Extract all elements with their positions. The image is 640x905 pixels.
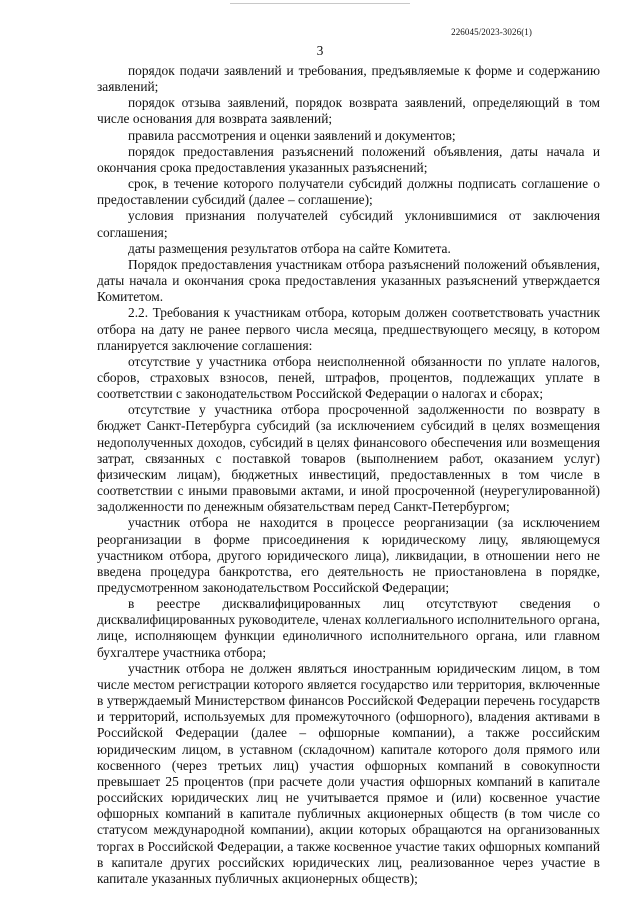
paragraph: условия признания получателей субсидий уклонившимися от заключения соглашения;: [97, 208, 600, 240]
paragraph: отсутствие у участника отбора просроченной задолженности по возврату в бюджет Санкт-Петербурга субсидий (за исключением субсидий в целях возмещения недополученных доходов, субсидий в целях финансового обеспечения или возмещения затрат, связанных с поставкой товаров (выполнением работ, оказанием услуг) физическим лицам), бюджетных инвестиций, предоставленных в том числе в соответствии с иными правовыми актами, и иной просроченной (неурегулированной) задолженности по денежным обязательствам перед Санкт-Петербургом;: [97, 402, 600, 515]
paragraph: участник отбора не должен являться иностранным юридическим лицом, в том числе местом регистрации которого является государство или территория, включенные в утверждаемый Министерством финансов Российской Федерации перечень государств и территорий, используемых для промежуточного (офшорного), владения активами в Российской Федерации (далее – офшорные компании), а также российским юридическим лицом, в уставном (складочном) капитале которого доля прямого или косвенного (через третьих лиц) участия офшорных компаний в совокупности превышает 25 процентов (при расчете доли участия офшорных компаний в капитале российских юридических лиц не учитывается прямое и (или) косвенное участие офшорных компаний в капитале публичных акционерных обществ (в том числе со статусом международной компании), акции которых обращаются на организованных торгах в Российской Федерации, а также косвенное участие таких офшорных компаний в капитале других российских юридических лиц, реализованное через участие в капитале указанных публичных акционерных обществ);: [97, 660, 600, 886]
paragraph: правила рассмотрения и оценки заявлений и документов;: [128, 127, 456, 143]
top-divider: [230, 3, 410, 4]
paragraph: отсутствие у участника отбора неисполненной обязанности по уплате налогов, сборов, страховых взносов, пеней, штрафов, процентов, подлежащих уплате в соответствии с законодательством Российской Федерации о налогах и сборах;: [97, 353, 600, 402]
paragraph: порядок предоставления разъяснений положений объявления, даты начала и окончания срока предоставления указанных разъяснений;: [97, 143, 600, 175]
paragraph: порядок отзыва заявлений, порядок возврата заявлений, определяющий в том числе основания для возврата заявлений;: [97, 95, 600, 127]
document-body: [97, 63, 600, 887]
paragraph: порядок подачи заявлений и требования, предъявляемые к форме и содержанию заявлений;: [97, 63, 600, 95]
page-number: 3: [316, 43, 324, 58]
section-heading-paragraph: 2.2. Требования к участникам отбора, которым должен соответствовать участник отбора на дату не ранее первого числа месяца, предшествующего месяцу, в котором планируется заключение соглашения:: [97, 305, 600, 353]
paragraph: срок, в течение которого получатели субсидий должны подписать соглашение о предоставлении субсидий (далее – соглашение);: [97, 176, 600, 208]
paragraph: даты размещения результатов отбора на сайте Комитета.: [128, 240, 451, 256]
paragraph: участник отбора не находится в процессе реорганизации (за исключением реорганизации в форме присоединения к юридическому лицу, являющемуся участником отбора, другого юридического лица), ликвидации, в отношении него не введена процедура банкротства, его деятельность не приостановлена в порядке, предусмотренном законодательством Российской Федерации;: [97, 515, 600, 595]
paragraph: в реестре дисквалифицированных лиц отсутствуют сведения о дисквалифицированных руководителе, членах коллегиального исполнительного органа, лице, исполняющем функции единоличного исполнительного органа, или главном бухгалтере участника отбора;: [97, 596, 600, 660]
paragraph: Порядок предоставления участникам отбора разъяснений положений объявления, даты начала и окончания срока предоставления указанных разъяснений утверждается Комитетом.: [97, 256, 600, 305]
document-registration-number: 226045/2023-3026(1): [451, 27, 532, 37]
